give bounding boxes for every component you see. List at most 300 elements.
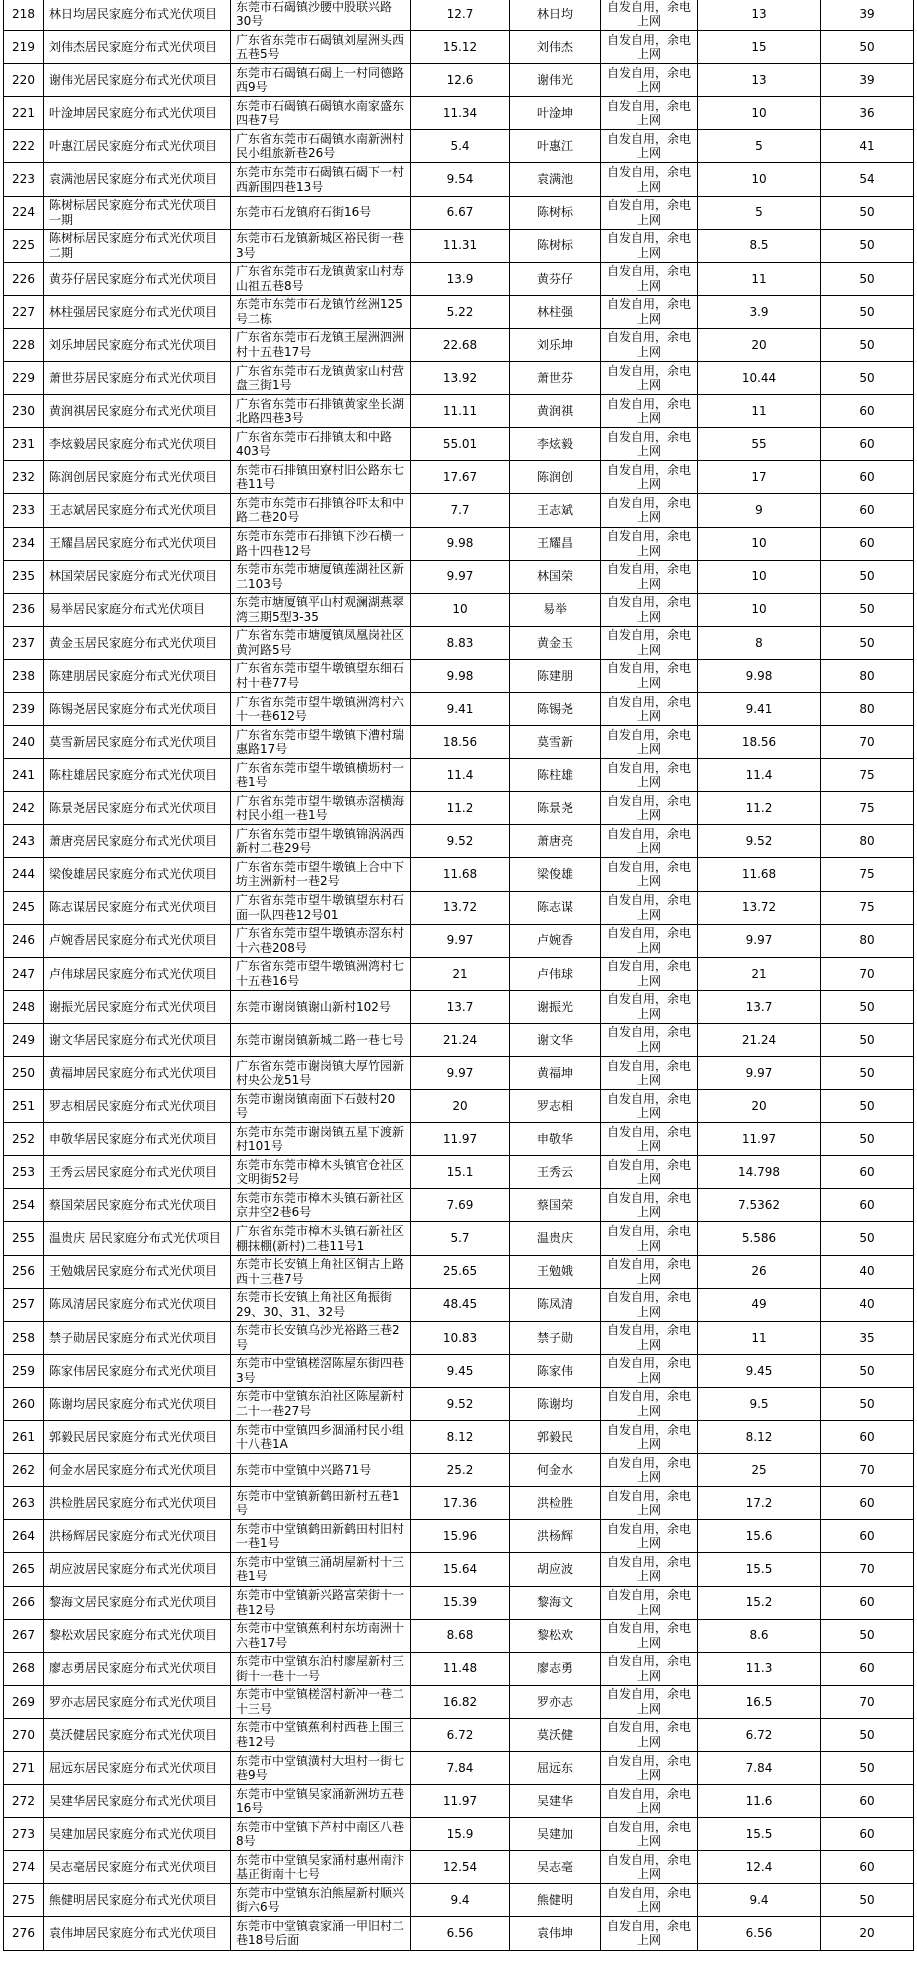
cell-capacity: 18.56 <box>411 726 510 759</box>
cell-value: 50 <box>821 1057 914 1090</box>
cell-row-number: 272 <box>4 1785 44 1818</box>
table-row <box>4 1387 914 1420</box>
cell-grid-mode: 自发自用，余电上网 <box>601 891 698 924</box>
cell-project-name: 叶淦坤居民家庭分布式光伏项目 <box>44 97 231 130</box>
table-row <box>4 527 914 560</box>
table-row <box>4 726 914 759</box>
cell-owner-name: 陈家伟 <box>510 1354 601 1387</box>
cell-owner-name: 叶惠江 <box>510 130 601 163</box>
cell-grid-mode: 自发自用，余电上网 <box>601 1057 698 1090</box>
cell-project-address: 广东省东莞市石碣镇刘屋洲头西五巷5号 <box>231 31 411 64</box>
cell-capacity: 15.39 <box>411 1586 510 1619</box>
cell-row-number: 225 <box>4 229 44 262</box>
cell-project-name: 谢文华居民家庭分布式光伏项目 <box>44 1023 231 1056</box>
cell-row-number: 238 <box>4 659 44 692</box>
cell-capacity: 17.67 <box>411 461 510 494</box>
cell-installed-capacity: 5.586 <box>698 1222 821 1255</box>
cell-grid-mode: 自发自用，余电上网 <box>601 990 698 1023</box>
cell-capacity: 9.54 <box>411 163 510 196</box>
table-row <box>4 1354 914 1387</box>
cell-value: 36 <box>821 97 914 130</box>
table-row <box>4 97 914 130</box>
cell-capacity: 22.68 <box>411 328 510 361</box>
cell-value: 50 <box>821 328 914 361</box>
cell-installed-capacity: 11 <box>698 395 821 428</box>
cell-row-number: 226 <box>4 262 44 295</box>
cell-owner-name: 禁子勋 <box>510 1321 601 1354</box>
cell-project-address: 东莞市东莞市石碣镇石碣下一村西新围四巷13号 <box>231 163 411 196</box>
cell-project-name: 梁俊雄居民家庭分布式光伏项目 <box>44 858 231 891</box>
table-row <box>4 593 914 626</box>
cell-installed-capacity: 8 <box>698 626 821 659</box>
table-row <box>4 1123 914 1156</box>
cell-grid-mode: 自发自用，余电上网 <box>601 1619 698 1652</box>
cell-project-name: 陈建朋居民家庭分布式光伏项目 <box>44 659 231 692</box>
cell-grid-mode: 自发自用，余电上网 <box>601 825 698 858</box>
cell-owner-name: 吴志毫 <box>510 1851 601 1884</box>
cell-project-name: 黎松欢居民家庭分布式光伏项目 <box>44 1619 231 1652</box>
cell-capacity: 25.65 <box>411 1255 510 1288</box>
table-row <box>4 1057 914 1090</box>
cell-capacity: 8.68 <box>411 1619 510 1652</box>
cell-grid-mode: 自发自用，余电上网 <box>601 1023 698 1056</box>
cell-value: 75 <box>821 759 914 792</box>
cell-owner-name: 郭毅民 <box>510 1421 601 1454</box>
cell-installed-capacity: 21 <box>698 957 821 990</box>
cell-project-name: 王秀云居民家庭分布式光伏项目 <box>44 1156 231 1189</box>
cell-value: 35 <box>821 1321 914 1354</box>
cell-row-number: 252 <box>4 1123 44 1156</box>
cell-project-address: 东莞市东莞市石排镇谷吓太和中路二巷20号 <box>231 494 411 527</box>
cell-grid-mode: 自发自用，余电上网 <box>601 1454 698 1487</box>
cell-grid-mode: 自发自用，余电上网 <box>601 1751 698 1784</box>
cell-grid-mode: 自发自用，余电上网 <box>601 1685 698 1718</box>
cell-row-number: 218 <box>4 0 44 31</box>
table-row <box>4 1851 914 1884</box>
cell-grid-mode: 自发自用，余电上网 <box>601 494 698 527</box>
cell-grid-mode: 自发自用，余电上网 <box>601 759 698 792</box>
cell-row-number: 274 <box>4 1851 44 1884</box>
cell-project-address: 东莞市东莞市樟木头镇官仓社区文明街52号 <box>231 1156 411 1189</box>
cell-grid-mode: 自发自用，余电上网 <box>601 692 698 725</box>
cell-row-number: 267 <box>4 1619 44 1652</box>
cell-grid-mode: 自发自用，余电上网 <box>601 1917 698 1950</box>
cell-project-address: 东莞市东莞市石龙镇竹丝洲125号二栋 <box>231 295 411 328</box>
cell-value: 50 <box>821 626 914 659</box>
cell-project-name: 黄福坤居民家庭分布式光伏项目 <box>44 1057 231 1090</box>
cell-owner-name: 刘乐坤 <box>510 328 601 361</box>
cell-owner-name: 黄金玉 <box>510 626 601 659</box>
table-row <box>4 196 914 229</box>
cell-project-name: 莫雪新居民家庭分布式光伏项目 <box>44 726 231 759</box>
cell-owner-name: 熊健明 <box>510 1884 601 1917</box>
cell-project-address: 东莞市中堂镇蕉利村西巷上围三巷12号 <box>231 1718 411 1751</box>
cell-row-number: 264 <box>4 1520 44 1553</box>
cell-owner-name: 卢伟球 <box>510 957 601 990</box>
cell-grid-mode: 自发自用，余电上网 <box>601 858 698 891</box>
cell-project-address: 东莞市中堂镇吴家涌新洲坊五巷16号 <box>231 1785 411 1818</box>
cell-capacity: 9.97 <box>411 924 510 957</box>
table-row <box>4 1255 914 1288</box>
table-row <box>4 957 914 990</box>
cell-installed-capacity: 10 <box>698 560 821 593</box>
cell-value: 50 <box>821 990 914 1023</box>
cell-value: 60 <box>821 1189 914 1222</box>
cell-installed-capacity: 11.2 <box>698 792 821 825</box>
table-row <box>4 461 914 494</box>
cell-project-name: 罗亦志居民家庭分布式光伏项目 <box>44 1685 231 1718</box>
table-row <box>4 1090 914 1123</box>
cell-grid-mode: 自发自用，余电上网 <box>601 1387 698 1420</box>
cell-project-address: 广东省东莞市望牛墩镇赤滘东村十六巷208号 <box>231 924 411 957</box>
cell-project-address: 广东省东莞市望牛墩镇望东村石面一队四巷12号01 <box>231 891 411 924</box>
cell-value: 41 <box>821 130 914 163</box>
cell-value: 40 <box>821 1288 914 1321</box>
cell-row-number: 260 <box>4 1387 44 1420</box>
cell-capacity: 10 <box>411 593 510 626</box>
cell-project-address: 东莞市谢岗镇南面下石鼓村20号 <box>231 1090 411 1123</box>
cell-project-name: 洪检胜居民家庭分布式光伏项目 <box>44 1487 231 1520</box>
cell-row-number: 247 <box>4 957 44 990</box>
cell-capacity: 9.45 <box>411 1354 510 1387</box>
cell-owner-name: 温贵庆 <box>510 1222 601 1255</box>
table-row <box>4 262 914 295</box>
cell-row-number: 275 <box>4 1884 44 1917</box>
cell-project-address: 东莞市塘厦镇平山村观澜湖燕翠湾三期5型3-35 <box>231 593 411 626</box>
cell-installed-capacity: 11 <box>698 1321 821 1354</box>
cell-capacity: 5.4 <box>411 130 510 163</box>
cell-owner-name: 王志斌 <box>510 494 601 527</box>
cell-owner-name: 吴建加 <box>510 1818 601 1851</box>
cell-value: 50 <box>821 295 914 328</box>
table-row <box>4 428 914 461</box>
cell-capacity: 11.4 <box>411 759 510 792</box>
cell-project-name: 陈景尧居民家庭分布式光伏项目 <box>44 792 231 825</box>
cell-installed-capacity: 55 <box>698 428 821 461</box>
cell-project-name: 林日均居民家庭分布式光伏项目 <box>44 0 231 31</box>
cell-project-name: 陈谢均居民家庭分布式光伏项目 <box>44 1387 231 1420</box>
cell-project-address: 东莞市中堂镇槎滘村新冲一巷二十三号 <box>231 1685 411 1718</box>
cell-owner-name: 陈柱雄 <box>510 759 601 792</box>
cell-value: 39 <box>821 0 914 31</box>
cell-project-name: 陈润创居民家庭分布式光伏项目 <box>44 461 231 494</box>
cell-grid-mode: 自发自用，余电上网 <box>601 229 698 262</box>
cell-capacity: 6.56 <box>411 1917 510 1950</box>
cell-row-number: 263 <box>4 1487 44 1520</box>
cell-value: 39 <box>821 64 914 97</box>
cell-value: 80 <box>821 659 914 692</box>
cell-project-name: 陈志谋居民家庭分布式光伏项目 <box>44 891 231 924</box>
cell-value: 50 <box>821 196 914 229</box>
cell-capacity: 7.84 <box>411 1751 510 1784</box>
table-row <box>4 626 914 659</box>
table-row <box>4 0 914 31</box>
cell-value: 50 <box>821 1718 914 1751</box>
cell-row-number: 224 <box>4 196 44 229</box>
table-row <box>4 1586 914 1619</box>
cell-installed-capacity: 10 <box>698 97 821 130</box>
cell-row-number: 259 <box>4 1354 44 1387</box>
cell-project-name: 吴志毫居民家庭分布式光伏项目 <box>44 1851 231 1884</box>
cell-project-name: 袁伟坤居民家庭分布式光伏项目 <box>44 1917 231 1950</box>
cell-owner-name: 李炫毅 <box>510 428 601 461</box>
cell-owner-name: 陈建朋 <box>510 659 601 692</box>
cell-installed-capacity: 10.44 <box>698 362 821 395</box>
cell-value: 80 <box>821 924 914 957</box>
cell-project-address: 东莞市石碣镇石碣上一村同德路西9号 <box>231 64 411 97</box>
cell-owner-name: 陈润创 <box>510 461 601 494</box>
cell-installed-capacity: 10 <box>698 527 821 560</box>
cell-installed-capacity: 12.4 <box>698 1851 821 1884</box>
cell-installed-capacity: 15.2 <box>698 1586 821 1619</box>
cell-grid-mode: 自发自用，余电上网 <box>601 395 698 428</box>
cell-value: 50 <box>821 1751 914 1784</box>
cell-capacity: 8.83 <box>411 626 510 659</box>
cell-capacity: 9.4 <box>411 1884 510 1917</box>
cell-capacity: 11.68 <box>411 858 510 891</box>
cell-value: 75 <box>821 792 914 825</box>
cell-owner-name: 易举 <box>510 593 601 626</box>
cell-project-address: 广东省东莞市石龙镇黄家山村寿山祖五巷8号 <box>231 262 411 295</box>
cell-owner-name: 陈凤清 <box>510 1288 601 1321</box>
cell-owner-name: 袁满池 <box>510 163 601 196</box>
cell-project-address: 东莞市石碣镇石碣镇水南家盛东四巷7号 <box>231 97 411 130</box>
cell-project-name: 黄芬仔居民家庭分布式光伏项目 <box>44 262 231 295</box>
table-row <box>4 1487 914 1520</box>
cell-owner-name: 陈谢均 <box>510 1387 601 1420</box>
cell-project-name: 萧世芬居民家庭分布式光伏项目 <box>44 362 231 395</box>
cell-row-number: 256 <box>4 1255 44 1288</box>
cell-capacity: 11.31 <box>411 229 510 262</box>
cell-grid-mode: 自发自用，余电上网 <box>601 1718 698 1751</box>
table-row <box>4 924 914 957</box>
cell-owner-name: 陈志谋 <box>510 891 601 924</box>
project-table <box>3 0 914 1951</box>
cell-project-name: 莫沃健居民家庭分布式光伏项目 <box>44 1718 231 1751</box>
cell-project-address: 东莞市中堂镇下芦村中南区八巷8号 <box>231 1818 411 1851</box>
table-body <box>4 0 914 1950</box>
cell-project-name: 陈树标居民家庭分布式光伏项目一期 <box>44 196 231 229</box>
cell-installed-capacity: 6.72 <box>698 1718 821 1751</box>
cell-project-name: 陈家伟居民家庭分布式光伏项目 <box>44 1354 231 1387</box>
cell-project-name: 陈锡尧居民家庭分布式光伏项目 <box>44 692 231 725</box>
cell-grid-mode: 自发自用，余电上网 <box>601 295 698 328</box>
cell-grid-mode: 自发自用，余电上网 <box>601 1288 698 1321</box>
cell-installed-capacity: 5 <box>698 130 821 163</box>
cell-project-name: 林国荣居民家庭分布式光伏项目 <box>44 560 231 593</box>
cell-capacity: 11.48 <box>411 1652 510 1685</box>
cell-row-number: 244 <box>4 858 44 891</box>
cell-grid-mode: 自发自用，余电上网 <box>601 792 698 825</box>
table-row <box>4 130 914 163</box>
cell-capacity: 5.22 <box>411 295 510 328</box>
cell-value: 50 <box>821 1387 914 1420</box>
cell-value: 50 <box>821 1884 914 1917</box>
cell-owner-name: 林柱强 <box>510 295 601 328</box>
cell-value: 50 <box>821 1123 914 1156</box>
cell-installed-capacity: 9 <box>698 494 821 527</box>
cell-project-name: 黄润祺居民家庭分布式光伏项目 <box>44 395 231 428</box>
cell-owner-name: 莫雪新 <box>510 726 601 759</box>
cell-grid-mode: 自发自用，余电上网 <box>601 130 698 163</box>
cell-row-number: 234 <box>4 527 44 560</box>
cell-project-address: 广东省东莞市望牛墩镇洲湾村六十一巷612号 <box>231 692 411 725</box>
cell-capacity: 15.64 <box>411 1553 510 1586</box>
cell-installed-capacity: 9.45 <box>698 1354 821 1387</box>
cell-project-address: 广东省东莞市樟木头镇石新社区棚抹棚(新村)二巷11号1 <box>231 1222 411 1255</box>
cell-row-number: 251 <box>4 1090 44 1123</box>
cell-project-address: 东莞市中堂镇新兴路富荣街十一巷12号 <box>231 1586 411 1619</box>
table-row <box>4 1421 914 1454</box>
cell-installed-capacity: 17 <box>698 461 821 494</box>
table-row <box>4 1454 914 1487</box>
cell-row-number: 223 <box>4 163 44 196</box>
cell-installed-capacity: 10 <box>698 163 821 196</box>
cell-installed-capacity: 9.98 <box>698 659 821 692</box>
cell-project-name: 罗志相居民家庭分布式光伏项目 <box>44 1090 231 1123</box>
cell-project-address: 广东省东莞市望牛墩镇上合中下坊主洲新村一巷2号 <box>231 858 411 891</box>
cell-row-number: 222 <box>4 130 44 163</box>
cell-project-address: 东莞市石排镇田寮村旧公路东七巷11号 <box>231 461 411 494</box>
cell-owner-name: 黎松欢 <box>510 1619 601 1652</box>
table-row <box>4 1023 914 1056</box>
table-row <box>4 31 914 64</box>
cell-installed-capacity: 16.5 <box>698 1685 821 1718</box>
cell-value: 60 <box>821 1156 914 1189</box>
cell-row-number: 245 <box>4 891 44 924</box>
cell-row-number: 261 <box>4 1421 44 1454</box>
cell-project-address: 东莞市中堂镇东泊社区陈屋新村二十一巷27号 <box>231 1387 411 1420</box>
cell-capacity: 21 <box>411 957 510 990</box>
table-row <box>4 692 914 725</box>
cell-project-address: 东莞市谢岗镇谢山新村102号 <box>231 990 411 1023</box>
table-row <box>4 1222 914 1255</box>
cell-value: 60 <box>821 1520 914 1553</box>
cell-project-address: 东莞市中堂镇吴家涌村惠州南汴基正街南十七号 <box>231 1851 411 1884</box>
cell-installed-capacity: 9.97 <box>698 924 821 957</box>
cell-row-number: 265 <box>4 1553 44 1586</box>
cell-project-name: 易举居民家庭分布式光伏项目 <box>44 593 231 626</box>
cell-project-name: 吴建华居民家庭分布式光伏项目 <box>44 1785 231 1818</box>
cell-value: 70 <box>821 1553 914 1586</box>
table-row <box>4 1785 914 1818</box>
cell-grid-mode: 自发自用，余电上网 <box>601 560 698 593</box>
cell-project-name: 黎海文居民家庭分布式光伏项目 <box>44 1586 231 1619</box>
cell-project-address: 东莞市中堂镇蕉利村东坊南洲十六巷17号 <box>231 1619 411 1652</box>
cell-grid-mode: 自发自用，余电上网 <box>601 461 698 494</box>
cell-grid-mode: 自发自用，余电上网 <box>601 1851 698 1884</box>
cell-grid-mode: 自发自用，余电上网 <box>601 31 698 64</box>
cell-value: 75 <box>821 891 914 924</box>
cell-grid-mode: 自发自用，余电上网 <box>601 1487 698 1520</box>
cell-row-number: 262 <box>4 1454 44 1487</box>
cell-owner-name: 莫沃健 <box>510 1718 601 1751</box>
cell-grid-mode: 自发自用，余电上网 <box>601 593 698 626</box>
cell-owner-name: 屈远东 <box>510 1751 601 1784</box>
cell-grid-mode: 自发自用，余电上网 <box>601 1156 698 1189</box>
cell-project-address: 东莞市谢岗镇新城二路一巷七号 <box>231 1023 411 1056</box>
cell-capacity: 55.01 <box>411 428 510 461</box>
cell-row-number: 276 <box>4 1917 44 1950</box>
cell-owner-name: 王耀昌 <box>510 527 601 560</box>
cell-value: 50 <box>821 362 914 395</box>
cell-project-address: 广东省东莞市石龙镇王屋洲泗洲村十五巷17号 <box>231 328 411 361</box>
cell-owner-name: 洪检胜 <box>510 1487 601 1520</box>
cell-value: 50 <box>821 1222 914 1255</box>
cell-row-number: 271 <box>4 1751 44 1784</box>
cell-row-number: 250 <box>4 1057 44 1090</box>
cell-row-number: 266 <box>4 1586 44 1619</box>
table-row <box>4 328 914 361</box>
cell-grid-mode: 自发自用，余电上网 <box>601 262 698 295</box>
cell-project-address: 东莞市中堂镇三涌胡屋新村十三巷1号 <box>231 1553 411 1586</box>
cell-project-name: 陈凤清居民家庭分布式光伏项目 <box>44 1288 231 1321</box>
cell-capacity: 25.2 <box>411 1454 510 1487</box>
cell-capacity: 9.41 <box>411 692 510 725</box>
cell-installed-capacity: 20 <box>698 328 821 361</box>
cell-grid-mode: 自发自用，余电上网 <box>601 626 698 659</box>
cell-grid-mode: 自发自用，余电上网 <box>601 1586 698 1619</box>
cell-project-address: 广东省东莞市望牛墩镇横坜村一巷1号 <box>231 759 411 792</box>
cell-capacity: 7.7 <box>411 494 510 527</box>
cell-owner-name: 罗亦志 <box>510 1685 601 1718</box>
cell-project-name: 李炫毅居民家庭分布式光伏项目 <box>44 428 231 461</box>
cell-capacity: 8.12 <box>411 1421 510 1454</box>
cell-installed-capacity: 49 <box>698 1288 821 1321</box>
cell-installed-capacity: 13 <box>698 64 821 97</box>
cell-installed-capacity: 9.4 <box>698 1884 821 1917</box>
cell-project-name: 陈树标居民家庭分布式光伏项目二期 <box>44 229 231 262</box>
cell-project-name: 卢婉香居民家庭分布式光伏项目 <box>44 924 231 957</box>
cell-row-number: 235 <box>4 560 44 593</box>
cell-installed-capacity: 8.5 <box>698 229 821 262</box>
cell-grid-mode: 自发自用，余电上网 <box>601 1818 698 1851</box>
table-row <box>4 1520 914 1553</box>
cell-grid-mode: 自发自用，余电上网 <box>601 1553 698 1586</box>
cell-project-name: 郭毅民居民家庭分布式光伏项目 <box>44 1421 231 1454</box>
table-row <box>4 494 914 527</box>
cell-project-name: 申敬华居民家庭分布式光伏项目 <box>44 1123 231 1156</box>
cell-project-address: 东莞市中堂镇袁家涌一甲旧村二巷18号后面 <box>231 1917 411 1950</box>
cell-owner-name: 王勉娥 <box>510 1255 601 1288</box>
cell-project-address: 东莞市东莞市樟木头镇石新社区京井空2巷6号 <box>231 1189 411 1222</box>
table-row <box>4 1652 914 1685</box>
cell-project-name: 王勉娥居民家庭分布式光伏项目 <box>44 1255 231 1288</box>
cell-grid-mode: 自发自用，余电上网 <box>601 1090 698 1123</box>
cell-row-number: 233 <box>4 494 44 527</box>
cell-capacity: 11.34 <box>411 97 510 130</box>
cell-capacity: 10.83 <box>411 1321 510 1354</box>
cell-installed-capacity: 3.9 <box>698 295 821 328</box>
cell-project-address: 东莞市东莞市塘厦镇莲湖社区新二103号 <box>231 560 411 593</box>
cell-capacity: 7.69 <box>411 1189 510 1222</box>
cell-row-number: 249 <box>4 1023 44 1056</box>
cell-grid-mode: 自发自用，余电上网 <box>601 362 698 395</box>
cell-capacity: 6.67 <box>411 196 510 229</box>
cell-owner-name: 吴建华 <box>510 1785 601 1818</box>
cell-owner-name: 叶淦坤 <box>510 97 601 130</box>
cell-row-number: 229 <box>4 362 44 395</box>
table-row <box>4 295 914 328</box>
cell-owner-name: 黄芬仔 <box>510 262 601 295</box>
cell-grid-mode: 自发自用，余电上网 <box>601 97 698 130</box>
cell-owner-name: 陈树标 <box>510 196 601 229</box>
cell-owner-name: 洪杨辉 <box>510 1520 601 1553</box>
cell-row-number: 255 <box>4 1222 44 1255</box>
cell-row-number: 230 <box>4 395 44 428</box>
cell-installed-capacity: 15.5 <box>698 1818 821 1851</box>
cell-owner-name: 蔡国荣 <box>510 1189 601 1222</box>
